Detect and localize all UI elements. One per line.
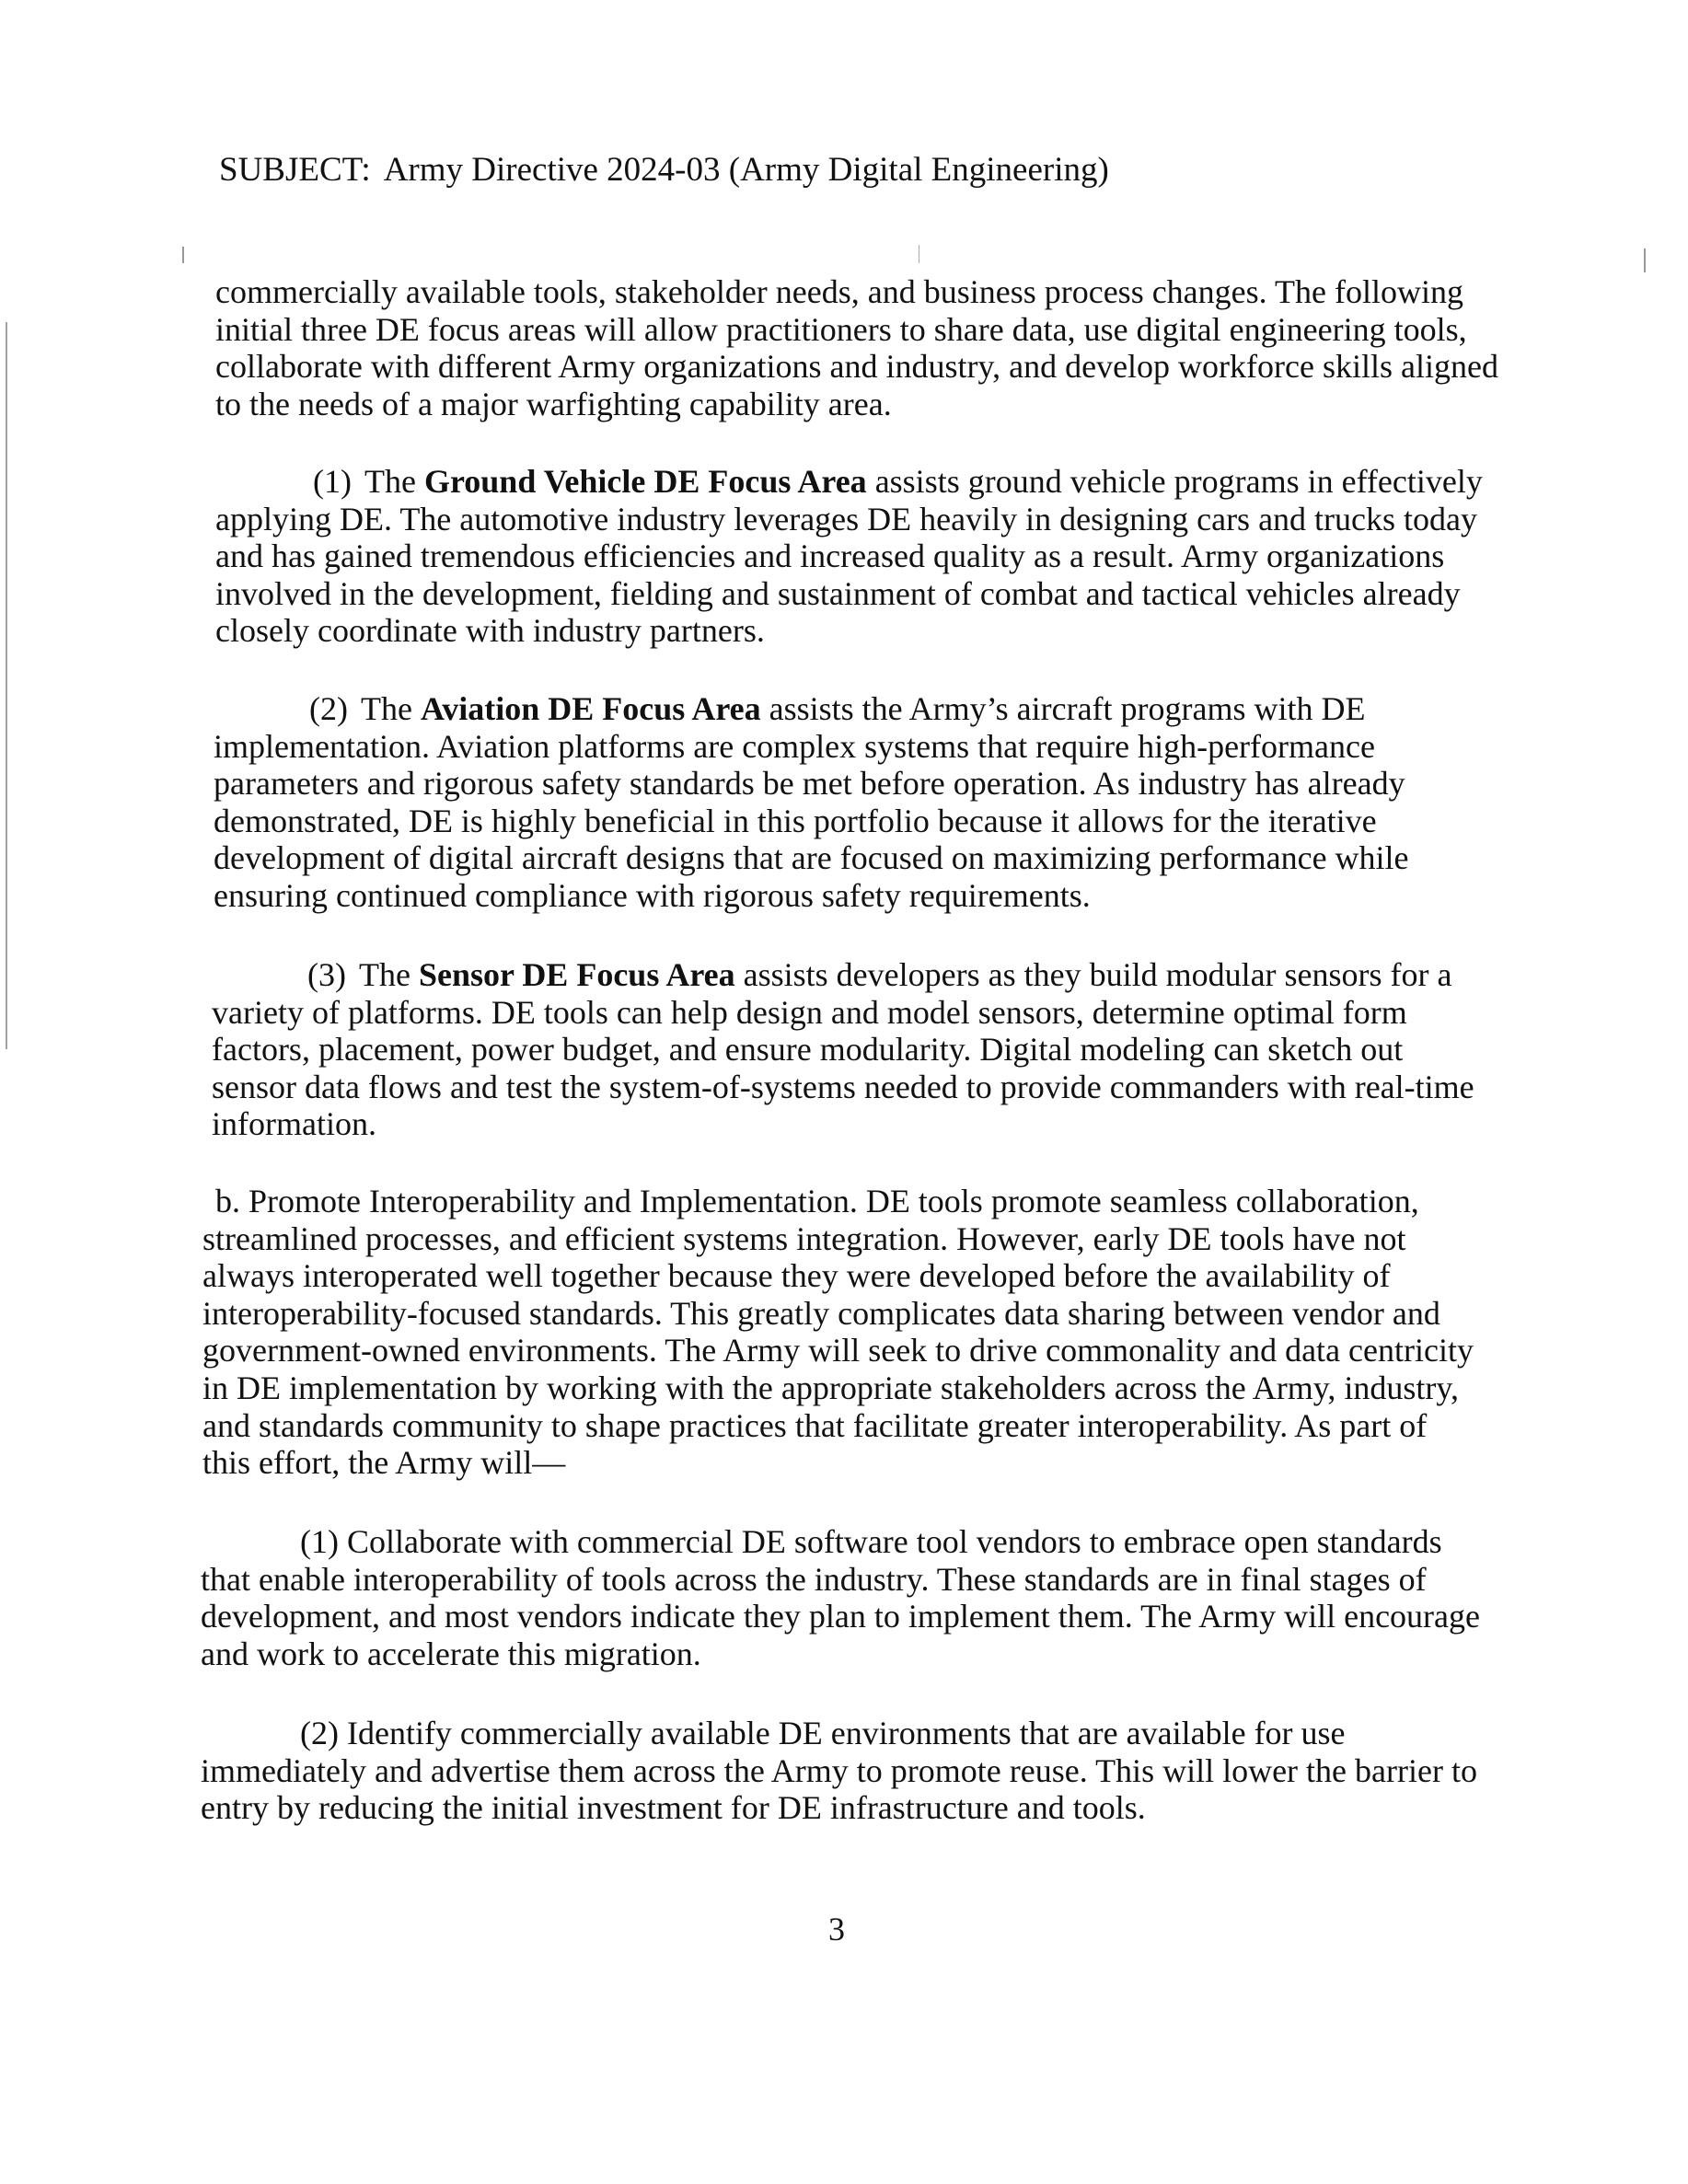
lead-word: The — [358, 956, 410, 993]
aviation-paragraph — [214, 690, 1502, 915]
text-line: b. Promote Interoperability and Implementation. DE tools promote seamless collaboration, — [215, 1183, 1419, 1219]
text-line: government-owned environments. The Army will seek to drive commonality and data centricity — [202, 1332, 1474, 1369]
subject-line — [219, 145, 1109, 195]
text-line: that enable interoperability of tools across the industry. These standards are in final stages of — [201, 1560, 1427, 1598]
first-line-rest: assists developers as they build modular sensors for a — [743, 956, 1452, 993]
sensor-paragraph — [212, 956, 1500, 1143]
text-line: entry by reducing the initial investment for DE infrastructure and tools. — [201, 1789, 1146, 1827]
ground-vehicle-paragraph — [215, 463, 1504, 650]
identify-paragraph — [201, 1715, 1489, 1827]
text-line: streamlined processes, and efficient systems integration. However, early DE tools have not — [202, 1219, 1406, 1257]
text-line: in DE implementation by working with the appropriate stakeholders across the Army, industry, — [202, 1369, 1460, 1406]
text-line: variety of platforms. DE tools can help design and model sensors, determine optimal form — [212, 993, 1407, 1031]
text-line: always interoperated well together because they were developed before the availability of — [202, 1257, 1391, 1295]
focus-area-name: Sensor DE Focus Area — [418, 956, 735, 993]
text-line: applying DE. The automotive industry leverages DE heavily in designing cars and trucks today — [215, 500, 1478, 537]
text-line: interoperability-focused standards. This greatly complicates data sharing between vendor and — [202, 1294, 1440, 1332]
interoperability-paragraph — [202, 1183, 1491, 1482]
text-line — [214, 690, 1502, 728]
text-line: and standards community to shape practices that facilitate greater interoperability. As part of — [202, 1406, 1428, 1444]
scan-mark — [182, 247, 184, 263]
subject-text: Army Directive 2024-03 (Army Digital Engineering) — [383, 151, 1109, 189]
text-line: information. — [212, 1105, 376, 1143]
text-line — [215, 463, 1504, 501]
item-number: (3) — [307, 956, 346, 993]
intro-paragraph — [215, 273, 1504, 422]
text-line: factors, placement, power budget, and ensure modularity. Digital modeling can sketch out — [212, 1031, 1404, 1069]
first-line-rest: assists ground vehicle programs in effectively — [874, 463, 1483, 500]
text-line: commercially available tools, stakeholder needs, and business process changes. The following — [215, 273, 1463, 310]
focus-area-name: Ground Vehicle DE Focus Area — [423, 463, 867, 500]
text-line: and has gained tremendous efficiencies and increased quality as a result. Army organizations — [215, 537, 1445, 575]
page-number: 3 — [828, 1911, 845, 1947]
lead-word: The — [360, 690, 412, 727]
text-line: immediately and advertise them across the Army to promote reuse. This will lower the barrier to — [201, 1751, 1477, 1789]
text-line: involved in the development, fielding and sustainment of combat and tactical vehicles already — [215, 574, 1461, 612]
text-line — [212, 956, 1500, 994]
text-line: (2) Identify commercially available DE environments that are available for use — [300, 1715, 1346, 1751]
text-line: implementation. Aviation platforms are complex systems that require high-performance — [214, 727, 1375, 765]
subject-label: SUBJECT: — [219, 151, 371, 189]
text-line: to the needs of a major warfighting capability area. — [215, 385, 892, 422]
focus-area-name: Aviation DE Focus Area — [420, 690, 761, 727]
text-line: closely coordinate with industry partners. — [215, 612, 765, 650]
text-line: this effort, the Army will— — [202, 1444, 566, 1482]
scan-edge-line — [6, 322, 7, 1049]
text-line: (1) Collaborate with commercial DE software tool vendors to embrace open standards — [300, 1523, 1442, 1560]
scan-mark — [1644, 248, 1646, 272]
text-line: development, and most vendors indicate they plan to implement them. The Army will encourage — [201, 1598, 1480, 1635]
text-line: demonstrated, DE is highly beneficial in this portfolio because it allows for the iterative — [214, 802, 1377, 839]
text-line: initial three DE focus areas will allow practitioners to share data, use digital engineering tools, — [215, 310, 1467, 348]
text-line: sensor data flows and test the system-of-systems needed to provide commanders with real-time — [212, 1068, 1474, 1105]
text-line: ensuring continued compliance with rigorous safety requirements. — [214, 876, 1091, 914]
text-line: development of digital aircraft designs that are focused on maximizing performance while — [214, 839, 1409, 877]
lead-word: The — [364, 463, 416, 500]
text-line: and work to accelerate this migration. — [201, 1635, 701, 1672]
first-line-rest: assists the Army’s aircraft programs with DE — [769, 690, 1366, 727]
item-number: (1) — [313, 463, 352, 500]
item-number: (2) — [309, 690, 348, 727]
text-line: collaborate with different Army organizations and industry, and develop workforce skills aligned — [215, 348, 1498, 386]
collaborate-paragraph — [201, 1523, 1489, 1672]
text-line: parameters and rigorous safety standards be met before operation. As industry has already — [214, 765, 1405, 803]
